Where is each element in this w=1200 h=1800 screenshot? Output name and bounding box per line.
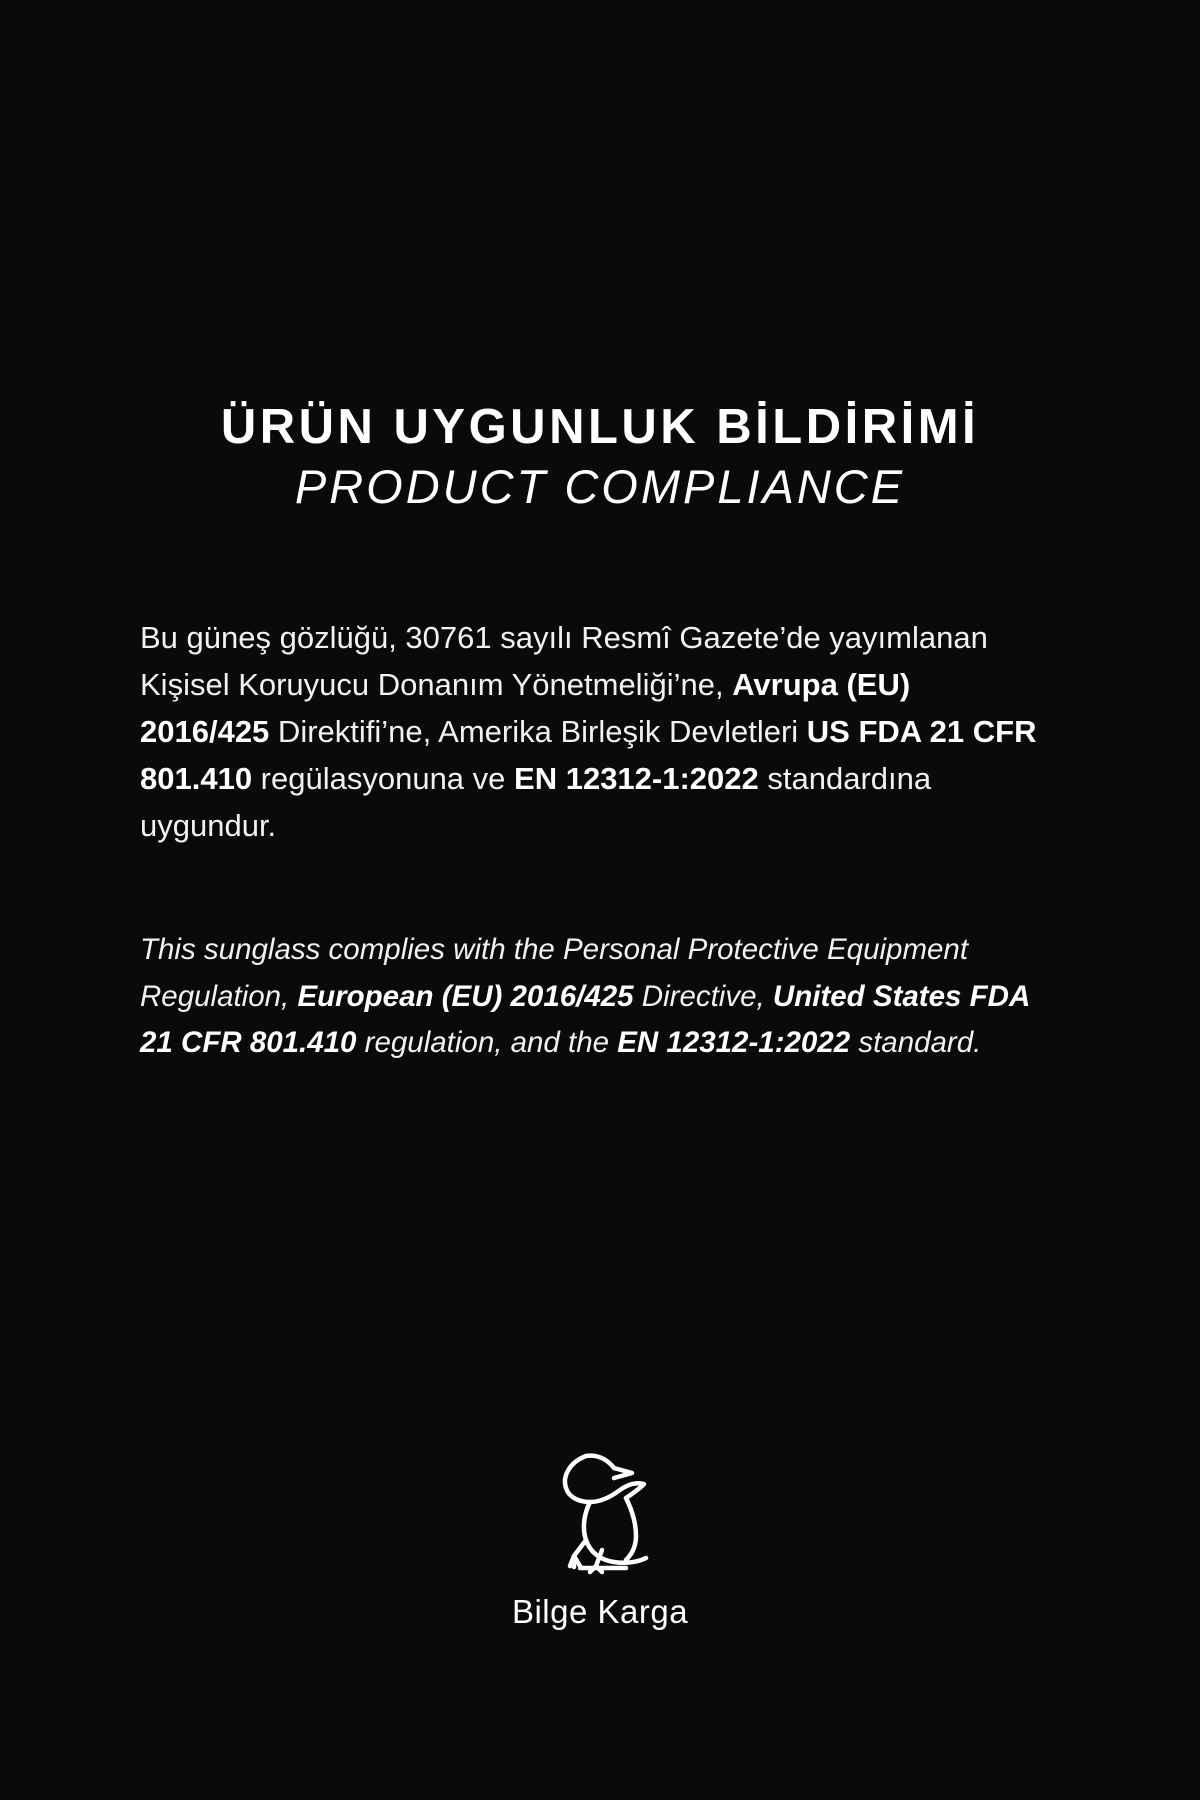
brand-name: Bilge Karga bbox=[511, 1593, 689, 1630]
crow-bird-icon bbox=[540, 1440, 660, 1580]
title-english: PRODUCT COMPLIANCE bbox=[294, 459, 906, 513]
brand-block bbox=[0, 1440, 1200, 1631]
page-title bbox=[140, 400, 1060, 514]
title-turkish: ÜRÜN UYGUNLUK BİLDİRİMİ bbox=[220, 400, 980, 454]
paragraph-english: This sunglass complies with the Personal Protective Equipment Regulation, European (EU) 2016/425 Directive, United States FDA 21 CFR 801.410 regulation, and the EN 12312-1:2022 standard. bbox=[140, 933, 1030, 1060]
page-content bbox=[140, 0, 1060, 1096]
compliance-body bbox=[140, 614, 1060, 1067]
paragraph-turkish: Bu güneş gözlüğü, 30761 sayılı Resmî Gazete’de yayımlanan Kişisel Koruyucu Donanım Yönetmeliği’ne, Avrupa (EU) 2016/425 Direktifi’ne, Amerika Birleşik Devletleri US FDA 21 CFR 801.410 regülasyonuna ve EN 12312-1:2022 standardına uygundur. bbox=[140, 619, 1037, 843]
